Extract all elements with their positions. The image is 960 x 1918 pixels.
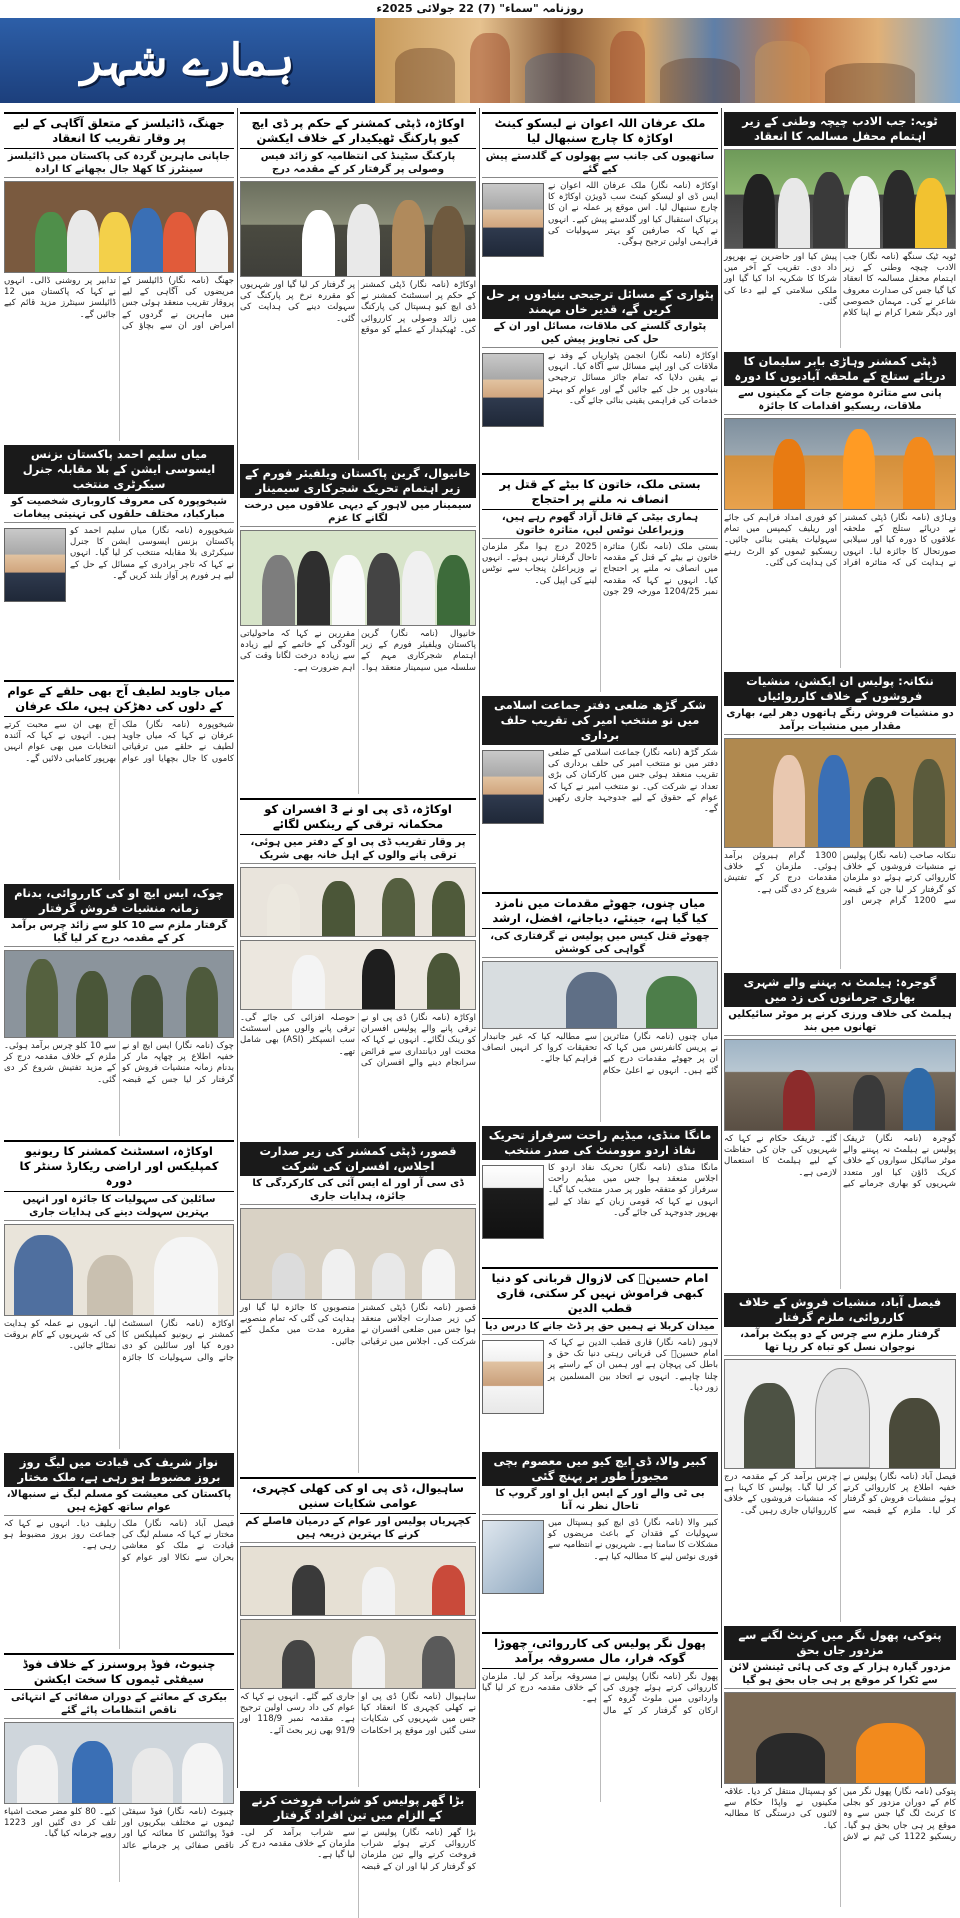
article-body: اوکاڑہ (نامہ نگار) ملک عرفان اللہ اعوان نے ایس ڈی او لیسکو کینٹ سب ڈویژن اوکاڑہ کا چارج سنبھال لیا۔ اس موقع پر عملہ نے ان کا پرتپاک استقبال کیا اور گلدستے پیش کیے۔ انہوں نے کہا کہ صارفین کو بہتر سہولیات کی فراہمی اولین ترجیح ہوگی۔	[482, 181, 718, 281]
portrait-photo	[482, 1340, 544, 1414]
portrait-photo	[4, 528, 66, 602]
headline[interactable]: بستی ملک، خاتون کا بیٹے کے قتل پر انصاف نہ ملنے پر احتجاج	[482, 473, 718, 510]
headline[interactable]: پٹواری کے مسائل ترجیحی بنیادوں پر حل کریں گے، قدیر خاں مہمند	[482, 285, 718, 319]
headline[interactable]: ملک عرفان اللہ اعوان نے لیسکو کینٹ اوکاڑہ کا چارج سنبھال لیا	[482, 112, 718, 149]
headline[interactable]: ننکانہ: پولیس ان ایکشن، منشیات فروشوں کے خلاف کارروائیاں	[724, 672, 956, 706]
subheadline: گرفتار ملزم سے چرس کے دو پیکٹ برآمد، نوجوان نسل کو تباہ کر رہا تھا	[724, 1327, 956, 1356]
article-body: فیصل آباد (نامہ نگار) ملک مختار نے کہا کہ مسلم لیگ کی قیادت نے ملک کو معاشی بحران سے نکالا اور عوام کو ریلیف دیا۔ انہوں نے کہا کہ جماعت روز بروز مضبوط ہو رہی ہے۔	[4, 1519, 234, 1563]
city-landmarks-collage	[375, 18, 960, 103]
section-title: ہمارے شہر	[0, 18, 375, 103]
subheadline: پاکستان کی معیشت کو مسلم لیگ نے سنبھالا، عوام ساتھ کھڑے ہیں	[4, 1487, 234, 1516]
column-3	[240, 108, 476, 1872]
subheadline: گرفتار ملزم سے 10 کلو سے زائد چرس برآمد کر کے مقدمہ درج کر لیا گیا	[4, 918, 234, 947]
article-body: مانگا منڈی (نامہ نگار) تحریک نفاذ اردو کا اجلاس منعقد ہوا جس میں میڈیم راحت سرفراز کو متفقہ طور پر صدر منتخب کیا گیا۔ انہوں نے کہا کہ قومی زبان کے نفاذ کے لیے بھرپور جدوجہد کی جائے گی۔	[482, 1163, 718, 1263]
news-photo	[240, 940, 476, 1010]
headline[interactable]: ڈپٹی کمشنر وہاڑی بابر سلیمان کا دریائے ستلج کے ملحقہ آبادیوں کا دورہ	[724, 352, 956, 386]
headline[interactable]: بڑا گھر پولیس کو شراب فروخت کرنے کے الزام میں تین افراد گرفتار	[240, 1791, 476, 1825]
headline[interactable]: ٹوبہ: جب الادب چیچہ وطنی کے زیر اہتمام محفل مسالمہ کا انعقاد	[724, 112, 956, 146]
column-1	[724, 108, 956, 1842]
news-photo	[4, 1722, 234, 1804]
news-photo	[240, 1619, 476, 1689]
news-photo	[724, 1359, 956, 1469]
article-body: وہاڑی (نامہ نگار) ڈپٹی کمشنر نے دریائے ستلج کے ملحقہ علاقوں کا دورہ کیا اور سیلابی صورتحال کا جائزہ لیا۔ انہوں نے ہدایت کی کہ متاثرہ افراد کو فوری امداد فراہم کی جائے اور ریلیف کیمپس میں تمام سہولیات یقینی بنائی جائیں۔ ریسکیو ٹیموں کو الرٹ رہنے کی ہدایت کی گئی۔	[724, 513, 956, 568]
article-body: فیصل آباد (نامہ نگار) پولیس نے خفیہ اطلاع پر کارروائی کرتے ہوئے منشیات فروش کو گرفتار کر لیا۔ ملزم کے قبضہ سے چرس برآمد کر کے مقدمہ درج کر لیا گیا۔ پولیس کا کہنا ہے کہ منشیات فروشوں کے خلاف کارروائیاں جاری رہیں گی۔	[724, 1472, 956, 1516]
headline[interactable]: چنیوٹ، فوڈ پروسنرز کے خلاف فوڈ سیفٹی ٹیموں کا سخت ایکشن	[4, 1653, 234, 1690]
article-body: چنیوٹ (نامہ نگار) فوڈ سیفٹی ٹیموں نے مختلف بیکریوں اور فوڈ پوائنٹس کا معائنہ کیا اور ناقص صفائی پر جرمانے عائد کیے۔ 80 کلو مضر صحت اشیاء تلف کر دی گئیں اور 1223 روپے جرمانہ کیا گیا۔	[4, 1807, 234, 1851]
headline[interactable]: مانگا منڈی، میڈیم راحت سرفراز تحریک نفاذ اردو موومنٹ کی صدر منتخب	[482, 1126, 718, 1160]
news-photo	[724, 1692, 956, 1784]
article-body: بستی ملک (نامہ نگار) متاثرہ خاتون نے بیٹے کے قتل کے مقدمہ میں انصاف نہ ملنے پر احتجاج کیا۔ انہوں نے کہا کہ مقدمہ نمبر 1204/25 مورخہ 29 جون 2025 درج ہوا مگر ملزمان تاحال گرفتار نہیں ہوئے۔ انہوں نے وزیراعلیٰ پنجاب سے نوٹس لینے کی اپیل کی۔	[482, 542, 718, 597]
article-body: میاں چنوں (نامہ نگار) متاثرین نے پریس کانفرنس میں کہا کہ ان پر جھوٹے مقدمات درج کیے گئے ہیں۔ انہوں نے اعلیٰ حکام سے مطالبہ کیا کہ غیر جانبدار تحقیقات کروا کر انہیں انصاف فراہم کیا جائے۔	[482, 1032, 718, 1076]
article-body: ننکانہ صاحب (نامہ نگار) پولیس نے منشیات فروشوں کے خلاف کارروائی کرتے ہوئے دو ملزمان کو گرفتار کر لیا جن کے قبضہ سے 1200 گرام چرس اور 1300 گرام ہیروئن برآمد ہوئی۔ ملزمان کے خلاف مقدمات درج کر کے تفتیش شروع کر دی گئی ہے۔	[724, 851, 956, 906]
news-photo	[482, 961, 718, 1029]
subheadline: ڈی سی آر اور اے ایس آئی کی کارکردگی کا جائزہ، ہدایات جاری	[240, 1176, 476, 1205]
column-2	[482, 108, 718, 1788]
portrait-photo	[482, 750, 544, 824]
news-photo	[724, 149, 956, 249]
news-photo	[4, 1224, 234, 1316]
portrait-photo	[482, 353, 544, 427]
headline[interactable]: میاں سلیم احمد پاکستان بزنس ایسوسی ایشن کے بلا مقابلہ جنرل سیکرٹری منتخب	[4, 445, 234, 494]
headline[interactable]: اوکاڑہ، اسسٹنٹ کمشنر کا ریونیو کمپلیکس اور اراضی ریکارڈ سنٹر کا دورہ	[4, 1140, 234, 1192]
news-photo	[240, 1546, 476, 1616]
article-body: قصور (نامہ نگار) ڈپٹی کمشنر کی زیر صدارت اجلاس منعقد ہوا جس میں ضلعی افسران نے شرکت کی۔ اجلاس میں ترقیاتی منصوبوں کا جائزہ لیا گیا اور ہدایت کی گئی کہ تمام منصوبے مقررہ مدت میں مکمل کیے جائیں۔	[240, 1303, 476, 1347]
subheadline: پانی سے متاثرہ موضع جات کے مکینوں سے ملاقات، ریسکیو اقدامات کا جائزہ	[724, 386, 956, 415]
news-photo	[4, 950, 234, 1038]
news-photo	[240, 181, 476, 277]
article-body: اوکاڑہ (نامہ نگار) ڈی پی او نے ترقی پانے والے پولیس افسران کو رینک لگائے۔ انہوں نے کہا کہ محنت اور دیانتداری سے فرائض سرانجام دینے والے افسران کی حوصلہ افزائی کی جائے گی۔ ترقی پانے والوں میں اسسٹنٹ سب انسپکٹر (ASI) بھی شامل تھے۔	[240, 1013, 476, 1068]
article-body: لاہور (نامہ نگار) قاری قطب الدین نے کہا کہ امام حسینؓ کی قربانی رہتی دنیا تک حق و باطل کی پہچان ہے اور ہمیں ان کے راستے پر چلنا چاہیے۔ انہوں نے اتحاد بین المسلمین پر زور دیا۔	[482, 1338, 718, 1448]
article-body: پھول نگر (نامہ نگار) پولیس نے کارروائی کرتے ہوئے چوری کی وارداتوں میں ملوث گروہ کے ارکان کو گرفتار کر کے مال مسروقہ برآمد کر لیا۔ ملزمان کے خلاف مقدمہ درج کر لیا گیا ہے۔	[482, 1672, 718, 1716]
section-header	[0, 18, 960, 103]
news-photo	[724, 1039, 956, 1131]
subheadline: سیمینار میں لاہور کے دیہی علاقوں میں درخت لگانے کا عزم	[240, 498, 476, 527]
article-body: جھنگ (نامہ نگار) ڈائیلسز کے مریضوں کی آگاہی کے لیے پروقار تقریب منعقد ہوئی جس میں ماہرین نے گردوں کے امراض اور ان سے بچاؤ کی تدابیر پر روشنی ڈالی۔ انہوں نے کہا کہ پاکستان میں 12 ڈائیلسز سینٹرز مزید قائم کیے جائیں گے۔	[4, 276, 234, 331]
headline[interactable]: چوک، ایس ایچ او کی کارروائی، بدنام زمانہ منشیات فروش گرفتار	[4, 884, 234, 918]
portrait-photo	[482, 1165, 544, 1239]
subheadline: پر وقار تقریب ڈی پی او کے دفتر میں ہوئی، ترقی پانے والوں کے اہل خانہ بھی شریک	[240, 835, 476, 864]
news-photo	[724, 738, 956, 848]
subheadline: بیکری کے معائنے کے دوران صفائی کے انتہائی ناقص انتظامات پائے گئے	[4, 1690, 234, 1719]
subheadline: ساتھیوں کی جانب سے پھولوں کے گلدستے پیش کیے گئے	[482, 149, 718, 178]
article-body: شکر گڑھ (نامہ نگار) جماعت اسلامی کے ضلعی دفتر میں نو منتخب امیر کی حلف برداری کی تقریب منعقد ہوئی جس میں کارکنان کی بڑی تعداد نے شرکت کی۔ نو منتخب امیر نے کہا کہ عوام کے حقوق کے لیے جدوجہد جاری رکھیں گے۔	[482, 748, 718, 888]
headline[interactable]: میاں چنوں، جھوٹے مقدمات میں نامزد کیا گیا ہے، جینئے، دیاجانے، افضل، ارشد	[482, 892, 718, 929]
article-body: شیخوپورہ (نامہ نگار) ملک عرفان نے کہا کہ میاں جاوید لطیف نے حلقے میں ترقیاتی کاموں کا جال بچھایا اور عوام آج بھی ان سے محبت کرتے ہیں۔ انہوں نے کہا کہ آئندہ انتخابات میں بھی عوام انہیں بھرپور کامیابی دلائیں گے۔	[4, 720, 234, 764]
column-4	[4, 108, 234, 1851]
headline[interactable]: ساہیوال، ڈی پی او کی کھلی کچہری، عوامی شکایات سنیں	[240, 1477, 476, 1514]
article-body: چوک (نامہ نگار) ایس ایچ او نے خفیہ اطلاع پر چھاپہ مار کر بدنام زمانہ منشیات فروش کو گرفتار کر لیا جس کے قبضہ سے 10 کلو چرس برآمد ہوئی۔ ملزم کے خلاف مقدمہ درج کر کے مزید تفتیش شروع کر دی گئی۔	[4, 1041, 234, 1085]
headline[interactable]: نواز شریف کی قیادت میں لیگ روز بروز مضبوط ہو رہی ہے، ملک مختار	[4, 1453, 234, 1487]
headline[interactable]: شکر گڑھ ضلعی دفتر جماعت اسلامی میں نو منتخب امیر کی تقریب حلف برداری	[482, 696, 718, 745]
article-body: کبیر والا (نامہ نگار) ڈی ایچ کیو ہسپتال میں سہولیات کے فقدان کے باعث مریضوں کو مشکلات کا سامنا ہے۔ شہریوں نے انتظامیہ سے فوری نوٹس لینے کا مطالبہ کیا ہے۔	[482, 1518, 718, 1628]
subheadline: پارکنگ سٹینڈ کی انتظامیہ کو زائد فیس وصولی پر گرفتار کر کے مقدمہ درج	[240, 149, 476, 178]
subheadline: کچہریاں پولیس اور عوام کے درمیان فاصلے کم کرنے کا بہترین ذریعہ ہیں	[240, 1514, 476, 1543]
headline[interactable]: خانیوال، گرین پاکستان ویلفیئر فورم کے زیر اہتمام تحریک شجرکاری سیمینار	[240, 464, 476, 498]
article-body: اوکاڑہ (نامہ نگار) ڈپٹی کمشنر کے حکم پر اسسٹنٹ کمشنر نے ڈی ایچ کیو ہسپتال کی پارکنگ میں زائد وصولی پر کارروائی کی۔ ٹھیکیدار کے عملے کو موقع پر گرفتار کر لیا گیا اور شہریوں کو مقررہ نرخ پر پارکنگ کی سہولت دینے کی ہدایت کی گئی۔	[240, 280, 476, 335]
subheadline: سائلین کی سہولیات کا جائزہ اور انہیں بہترین سہولت دینے کی ہدایات جاری	[4, 1192, 234, 1221]
subheadline: چھوٹے قتل کیس میں پولیس نے گرفتاری کی، گواہی کی کوشش	[482, 929, 718, 958]
article-body: ٹوبہ ٹیک سنگھ (نامہ نگار) جب الادب چیچہ وطنی کے زیر اہتمام محفل مسالمہ کا انعقاد کیا گیا جس کی صدارت معروف شاعر نے کی۔ مہمان خصوصی اور دیگر شعرا کرام نے اپنا کلام پیش کیا اور حاضرین نے بھرپور داد دی۔ تقریب کے آخر میں شرکا کا شکریہ ادا کیا گیا اور ملکی سلامتی کے لیے دعا کی گئی۔	[724, 252, 956, 319]
subheadline: مزدور گیارہ ہزار کے وی کی ہائی ٹینشن لائن سے ٹکرا کر موقع پر ہی جاں بحق ہو گیا	[724, 1660, 956, 1689]
article-body: پتوکی (نامہ نگار) پھول نگر میں کام کے دوران مزدور کو بجلی کا کرنٹ لگ گیا جس سے وہ موقع پر ہی جاں بحق ہو گیا۔ ریسکیو 1122 کی ٹیم نے لاش کو ہسپتال منتقل کر دیا۔ علاقہ مکینوں نے واپڈا حکام سے لائنوں کی درستگی کا مطالبہ کیا۔	[724, 1787, 956, 1842]
news-photo	[724, 418, 956, 510]
headline[interactable]: قصور، ڈپٹی کمشنر کی زیر صدارت اجلاس، افسران کی شرکت	[240, 1142, 476, 1176]
headline[interactable]: امام حسینؓ کی لازوال قربانی کو دنیا کبھی فراموش نہیں کر سکتی، قاری قطب الدین	[482, 1267, 718, 1319]
subheadline: پٹواری گلستے کی ملاقات، مسائل اور ان کے حل کی تجاویز پیش کیں	[482, 319, 718, 348]
subheadline: جاپانی ماہرین گردہ کی پاکستان میں ڈائیلسز سینٹرز کا کھلا جال بچھانے کا ارادہ	[4, 149, 234, 178]
article-body: خانیوال (نامہ نگار) گرین پاکستان ویلفیئر فورم کے زیر اہتمام شجرکاری مہم کے سلسلہ میں سیمینار منعقد ہوا۔ مقررین نے کہا کہ ماحولیاتی آلودگی کے خاتمے کے لیے زیادہ سے زیادہ درخت لگانا وقت کی اہم ضرورت ہے۔	[240, 629, 476, 673]
headline[interactable]: فیصل آباد، منشیات فروش کے خلاف کارروائی، ملزم گرفتار	[724, 1293, 956, 1327]
article-body: ساہیوال (نامہ نگار) ڈی پی او نے کھلی کچہری کا انعقاد کیا جس میں شہریوں کی شکایات سنی گئیں اور موقع پر احکامات جاری کیے گئے۔ انہوں نے کہا کہ عوام کی داد رسی اولین ترجیح ہے۔ مقدمہ نمبر 118/9 اور 91/9 بھی زیر بحث آئے۔	[240, 1692, 476, 1736]
headline[interactable]: اوکاڑہ، ڈپٹی کمشنر کے حکم پر ڈی ایچ کیو پارکنگ ٹھیکیدار کے خلاف ایکشن	[240, 112, 476, 149]
headline[interactable]: پھول نگر پولیس کی کارروائی، چھوڑا گوکہ فرار، مال مسروقہ برآمد	[482, 1632, 718, 1669]
subheadline: ہیلمٹ کی خلاف ورزی کرنے پر موٹر سائیکلیں تھانوں میں بند	[724, 1007, 956, 1036]
news-photo	[240, 867, 476, 937]
headline[interactable]: پتوکی، پھول نگر میں کرنٹ لگنے سے مزدور جاں بحق	[724, 1626, 956, 1660]
subheadline: شیخوپورہ کی معروف کاروباری شخصیت کو مبارکباد، مختلف حلقوں کی تہنیتی پیغامات	[4, 494, 234, 523]
headline[interactable]: جھنگ، ڈائیلسز کے متعلق آگاہی کے لیے پر وقار تقریب کا انعقاد	[4, 112, 234, 149]
headline[interactable]: میاں جاوید لطیف آج بھی حلقے کے عوام کے دلوں کی دھڑکن ہیں، ملک عرفان	[4, 680, 234, 717]
headline[interactable]: کبیر والا، ڈی ایچ کیو میں معصوم بچی مجبوراً طور پر پہنچ گئی	[482, 1452, 718, 1486]
portrait-photo	[482, 183, 544, 257]
article-body: اوکاڑہ (نامہ نگار) انجمن پٹواریاں کے وفد نے ملاقات کی اور اپنے مسائل سے آگاہ کیا۔ انہوں نے یقین دلایا کہ تمام جائز مسائل ترجیحی بنیادوں پر حل کیے جائیں گے اور عوام کو بہتر خدمات کی فراہمی یقینی بنائی جائے گی۔	[482, 351, 718, 469]
subheadline: بی ٹی والے اور کے ایس ایل او اور گروپ کا تاحال نظر نہ آنا	[482, 1486, 718, 1515]
article-body: بڑا گھر (نامہ نگار) پولیس نے کارروائی کرتے ہوئے شراب فروخت کرنے والے تین ملزمان کو گرفتار کر لیا اور ان کے قبضہ سے شراب برآمد کر لی۔ ملزمان کے خلاف مقدمہ درج کر لیا گیا ہے۔	[240, 1828, 476, 1872]
news-photo	[4, 181, 234, 273]
headline[interactable]: گوجرہ: ہیلمٹ نہ پہننے والے شہری بھاری جرمانوں کی زد میں	[724, 973, 956, 1007]
dateline: روزنامہ "سماء" (7) 22 جولائی 2025ء	[376, 2, 584, 15]
document-photo	[482, 1520, 544, 1594]
headline[interactable]: اوکاڑہ، ڈی پی او نے 3 افسران کو محکمانہ ترقی کے رینکس لگائے	[240, 798, 476, 835]
article-body: گوجرہ (نامہ نگار) ٹریفک پولیس نے ہیلمٹ نہ پہننے والے موٹر سائیکل سواروں کے خلاف کریک ڈاؤن کیا اور متعدد شہریوں کو بھاری جرمانے کیے گئے۔ ٹریفک حکام نے کہا کہ شہریوں کی جان کی حفاظت کے لیے ہیلمٹ کا استعمال لازمی ہے۔	[724, 1134, 956, 1189]
news-photo	[240, 530, 476, 626]
subheadline: دو منشیات فروش رنگے ہاتھوں دھر لیے، بھاری مقدار میں منشیات برآمد	[724, 706, 956, 735]
news-photo	[240, 1208, 476, 1300]
subheadline: ہماری بیٹی کے قاتل آزاد گھوم رہے ہیں، وزیراعلیٰ نوٹس لیں، متاثرہ خاتون	[482, 510, 718, 539]
subheadline: میدان کربلا نے ہمیں حق پر ڈٹ جانے کا درس دیا	[482, 1319, 718, 1335]
article-body: شیخوپورہ (نامہ نگار) میاں سلیم احمد کو پاکستان بزنس ایسوسی ایشن کا جنرل سیکرٹری بلا مقابلہ منتخب کر لیا گیا۔ انہوں نے کہا کہ تاجر برادری کے مسائل کے حل کے لیے ہر فورم پر آواز بلند کریں گے۔	[4, 526, 234, 676]
article-body: اوکاڑہ (نامہ نگار) اسسٹنٹ کمشنر نے ریونیو کمپلیکس کا دورہ کیا اور سائلین کو دی جانے والی سہولیات کا جائزہ لیا۔ انہوں نے عملہ کو ہدایت کی کہ شہریوں کے کام بروقت نمٹائے جائیں۔	[4, 1319, 234, 1363]
